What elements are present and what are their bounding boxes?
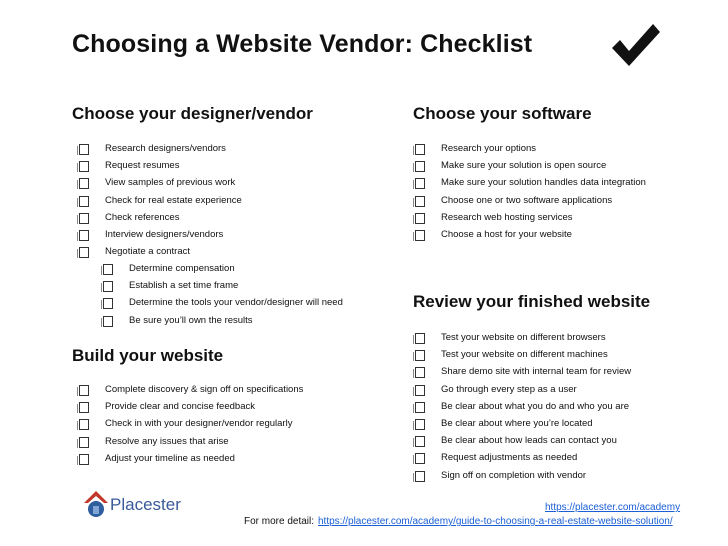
checklist-item-label: Go through every step as a user bbox=[441, 383, 577, 395]
checkbox[interactable] bbox=[103, 298, 113, 309]
section-heading-build: Build your website bbox=[72, 346, 224, 365]
checklist-item-label: View samples of previous work bbox=[105, 177, 236, 189]
checkmark-icon bbox=[606, 18, 662, 74]
section-heading-review: Review your finished website bbox=[413, 292, 651, 311]
checkbox[interactable] bbox=[79, 161, 89, 172]
checkbox[interactable] bbox=[415, 213, 425, 224]
checkbox[interactable] bbox=[79, 230, 89, 241]
checkbox[interactable] bbox=[415, 385, 425, 396]
checklist-item-label: Negotiate a contract bbox=[105, 246, 191, 258]
checklist-item-label: Be sure you’ll own the results bbox=[129, 314, 253, 326]
placester-logo bbox=[82, 487, 204, 525]
checklist-item-label: Research your options bbox=[441, 143, 537, 154]
checkbox[interactable] bbox=[415, 419, 425, 430]
checkbox[interactable] bbox=[79, 178, 89, 189]
checklist-item-label: Test your website on different browsers bbox=[441, 332, 606, 343]
checkbox[interactable] bbox=[415, 402, 425, 413]
checkbox[interactable] bbox=[79, 385, 89, 396]
checkbox[interactable] bbox=[79, 196, 89, 207]
checkbox[interactable] bbox=[415, 453, 425, 464]
checklist-item-label: Provide clear and concise feedback bbox=[105, 401, 255, 413]
checklist-item-label: Share demo site with internal team for review bbox=[441, 366, 632, 378]
checkbox[interactable] bbox=[415, 367, 425, 378]
checklist-item-label: Research web hosting services bbox=[441, 211, 573, 223]
checkbox[interactable] bbox=[415, 161, 425, 172]
checkbox[interactable] bbox=[79, 144, 89, 155]
checklist-item-label: Be clear about where you’re located bbox=[441, 418, 593, 429]
checklist-item-label: Determine the tools your vendor/designer will need bbox=[129, 297, 343, 309]
checkbox[interactable] bbox=[415, 333, 425, 344]
checklist-item-label: Check for real estate experience bbox=[105, 194, 242, 206]
checklist-item-label: Choose a host for your website bbox=[441, 229, 572, 240]
checklist-item-label: Request adjustments as needed bbox=[441, 452, 578, 464]
checkbox[interactable] bbox=[415, 350, 425, 361]
checklist-item-label: Adjust your timeline as needed bbox=[105, 452, 235, 464]
section-heading-software: Choose your software bbox=[413, 104, 592, 123]
checklist-item-label: Check references bbox=[105, 211, 180, 223]
checkbox[interactable] bbox=[79, 402, 89, 413]
academy-link[interactable]: https://placester.com/academy bbox=[545, 502, 681, 513]
checkbox[interactable] bbox=[79, 437, 89, 448]
checklist-item-label: Complete discovery & sign off on specifications bbox=[105, 384, 304, 395]
checkbox[interactable] bbox=[79, 454, 89, 465]
logo-text: Placester bbox=[110, 495, 181, 514]
checkbox[interactable] bbox=[415, 178, 425, 189]
checklist-item-label: Be clear about what you do and who you are bbox=[441, 400, 630, 412]
checkbox[interactable] bbox=[79, 419, 89, 430]
house-icon bbox=[82, 487, 110, 525]
checkbox[interactable] bbox=[415, 230, 425, 241]
section-heading-designer: Choose your designer/vendor bbox=[72, 104, 313, 123]
checklist-item-label: Test your website on different machines bbox=[441, 349, 608, 361]
detail-link[interactable]: https://placester.com/academy/guide-to-choosing-a-real-estate-website-solution/ bbox=[318, 516, 673, 527]
checkbox[interactable] bbox=[415, 471, 425, 482]
checklist-item-label: Choose one or two software applications bbox=[441, 194, 613, 206]
checklist-item-label: Sign off on completion with vendor bbox=[441, 469, 587, 481]
detail-label: For more detail: bbox=[244, 516, 315, 527]
checkbox[interactable] bbox=[103, 281, 113, 292]
page-title: Choosing a Website Vendor: Checklist bbox=[72, 30, 533, 58]
checklist-item-label: Establish a set time frame bbox=[129, 280, 239, 292]
checkbox[interactable] bbox=[415, 436, 425, 447]
checklist-item-label: Request resumes bbox=[105, 160, 180, 172]
checkbox[interactable] bbox=[103, 316, 113, 327]
checklist-item-label: Interview designers/vendors bbox=[105, 229, 224, 240]
checkbox[interactable] bbox=[415, 144, 425, 155]
checklist-item-label: Make sure your solution handles data integration bbox=[441, 177, 646, 189]
checklist-item-label: Check in with your designer/vendor regularly bbox=[105, 418, 293, 430]
checkbox[interactable] bbox=[415, 196, 425, 207]
checkbox[interactable] bbox=[79, 213, 89, 224]
checklist-item-label: Be clear about how leads can contact you bbox=[441, 435, 617, 447]
checklist-item-label: Determine compensation bbox=[129, 263, 235, 274]
checklist-item-label: Research designers/vendors bbox=[105, 143, 226, 154]
checkbox[interactable] bbox=[103, 264, 113, 275]
checklist-item-label: Resolve any issues that arise bbox=[105, 435, 229, 447]
checklist-item-label: Make sure your solution is open source bbox=[441, 160, 607, 172]
checkbox[interactable] bbox=[79, 247, 89, 258]
